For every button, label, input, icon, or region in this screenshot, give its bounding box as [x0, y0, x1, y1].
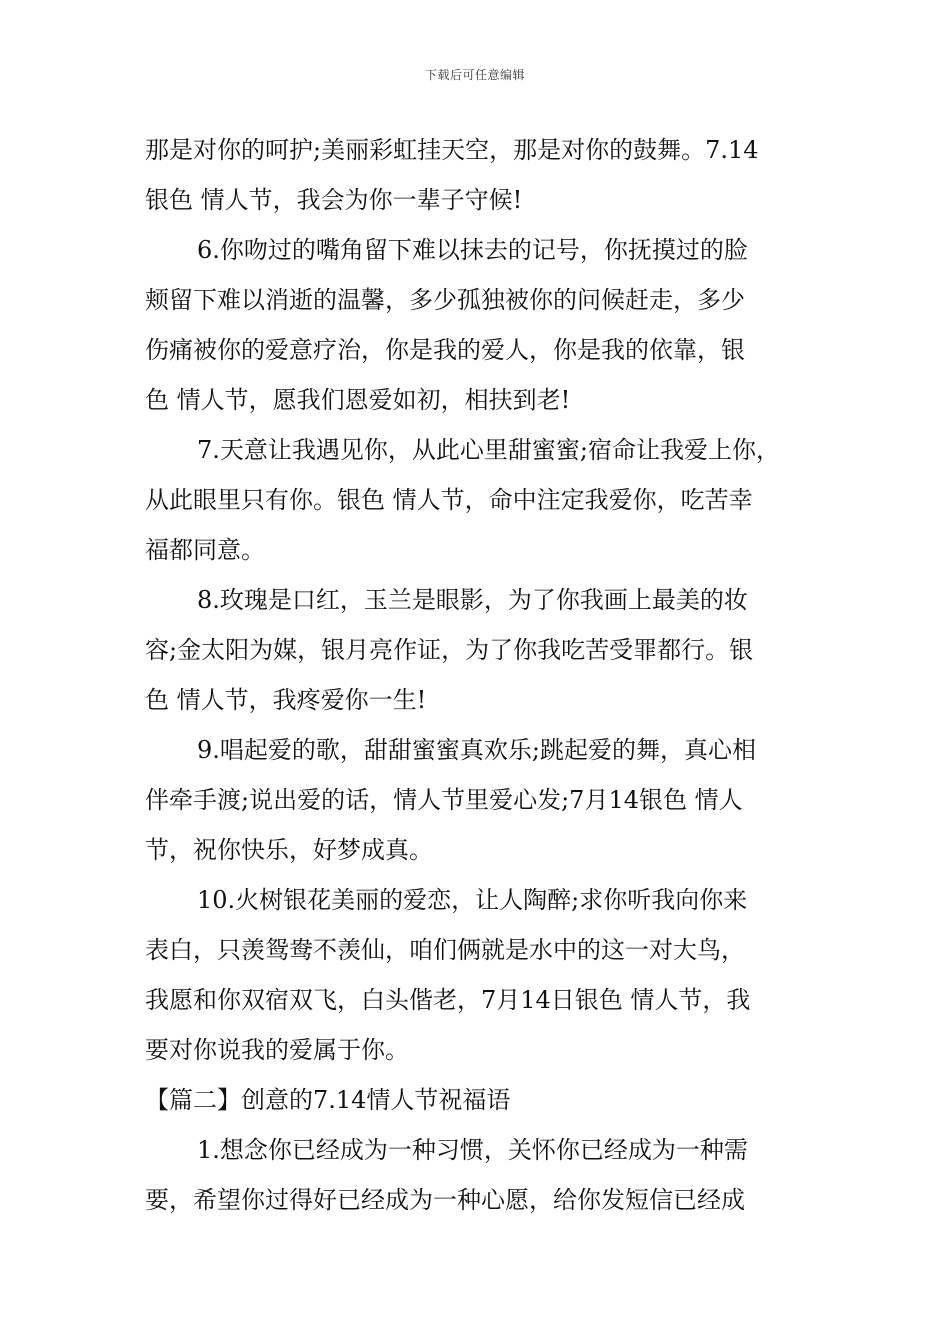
text-line: 节，祝你快乐，好梦成真。 [145, 836, 433, 864]
paragraph-start-6: 6.你吻过的嘴角留下难以抹去的记号，你抚摸过的脸 [197, 236, 748, 264]
paragraph-start-10: 10.火树银花美丽的爱恋，让人陶醉;求你听我向你来 [197, 886, 748, 914]
document-body [145, 125, 810, 1225]
text-line: 我愿和你双宿双飞，白头偕老，7月14日银色 情人节，我 [145, 986, 751, 1014]
text-line: 伴牵手渡;说出爱的话，情人节里爱心发;7月14银色 情人 [145, 786, 743, 814]
paragraph-start-1: 1.想念你已经成为一种习惯，关怀你已经成为一种需 [197, 1136, 748, 1164]
text-line: 从此眼里只有你。银色 情人节，命中注定我爱你，吃苦幸 [145, 486, 753, 514]
text-line: 色 情人节，我疼爱你一生! [145, 686, 427, 714]
text-line: 要，希望你过得好已经成为一种心愿，给你发短信已经成 [145, 1186, 745, 1214]
text-line: 要对你说我的爱属于你。 [145, 1036, 409, 1064]
paragraph-start-8: 8.玫瑰是口红，玉兰是眼影，为了你我画上最美的妆 [197, 586, 748, 614]
text-line: 表白，只羡鸳鸯不羡仙，咱们俩就是水中的这一对大鸟， [145, 936, 745, 964]
section-heading: 【篇二】创意的7.14情人节祝福语 [145, 1086, 511, 1114]
text-line: 颊留下难以消逝的温馨，多少孤独被你的问候赶走，多少 [145, 286, 745, 314]
text-line: 容;金太阳为媒，银月亮作证，为了你我吃苦受罪都行。银 [145, 636, 754, 664]
text-line: 伤痛被你的爱意疗治，你是我的爱人，你是我的依靠，银 [145, 336, 745, 364]
text-line: 福都同意。 [145, 536, 265, 564]
text-line: 那是对你的呵护;美丽彩虹挂天空，那是对你的鼓舞。7.14 [145, 136, 759, 164]
text-line: 色 情人节，愿我们恩爱如初，相扶到老! [145, 386, 571, 414]
paragraph-start-9: 9.唱起爱的歌，甜甜蜜蜜真欢乐;跳起爱的舞，真心相 [197, 736, 756, 764]
download-note: 下载后可任意编辑 [424, 68, 525, 82]
paragraph-start-7: 7.天意让我遇见你，从此心里甜蜜蜜;宿命让我爱上你， [197, 436, 780, 464]
text-line: 银色 情人节，我会为你一辈子守候! [145, 186, 523, 214]
